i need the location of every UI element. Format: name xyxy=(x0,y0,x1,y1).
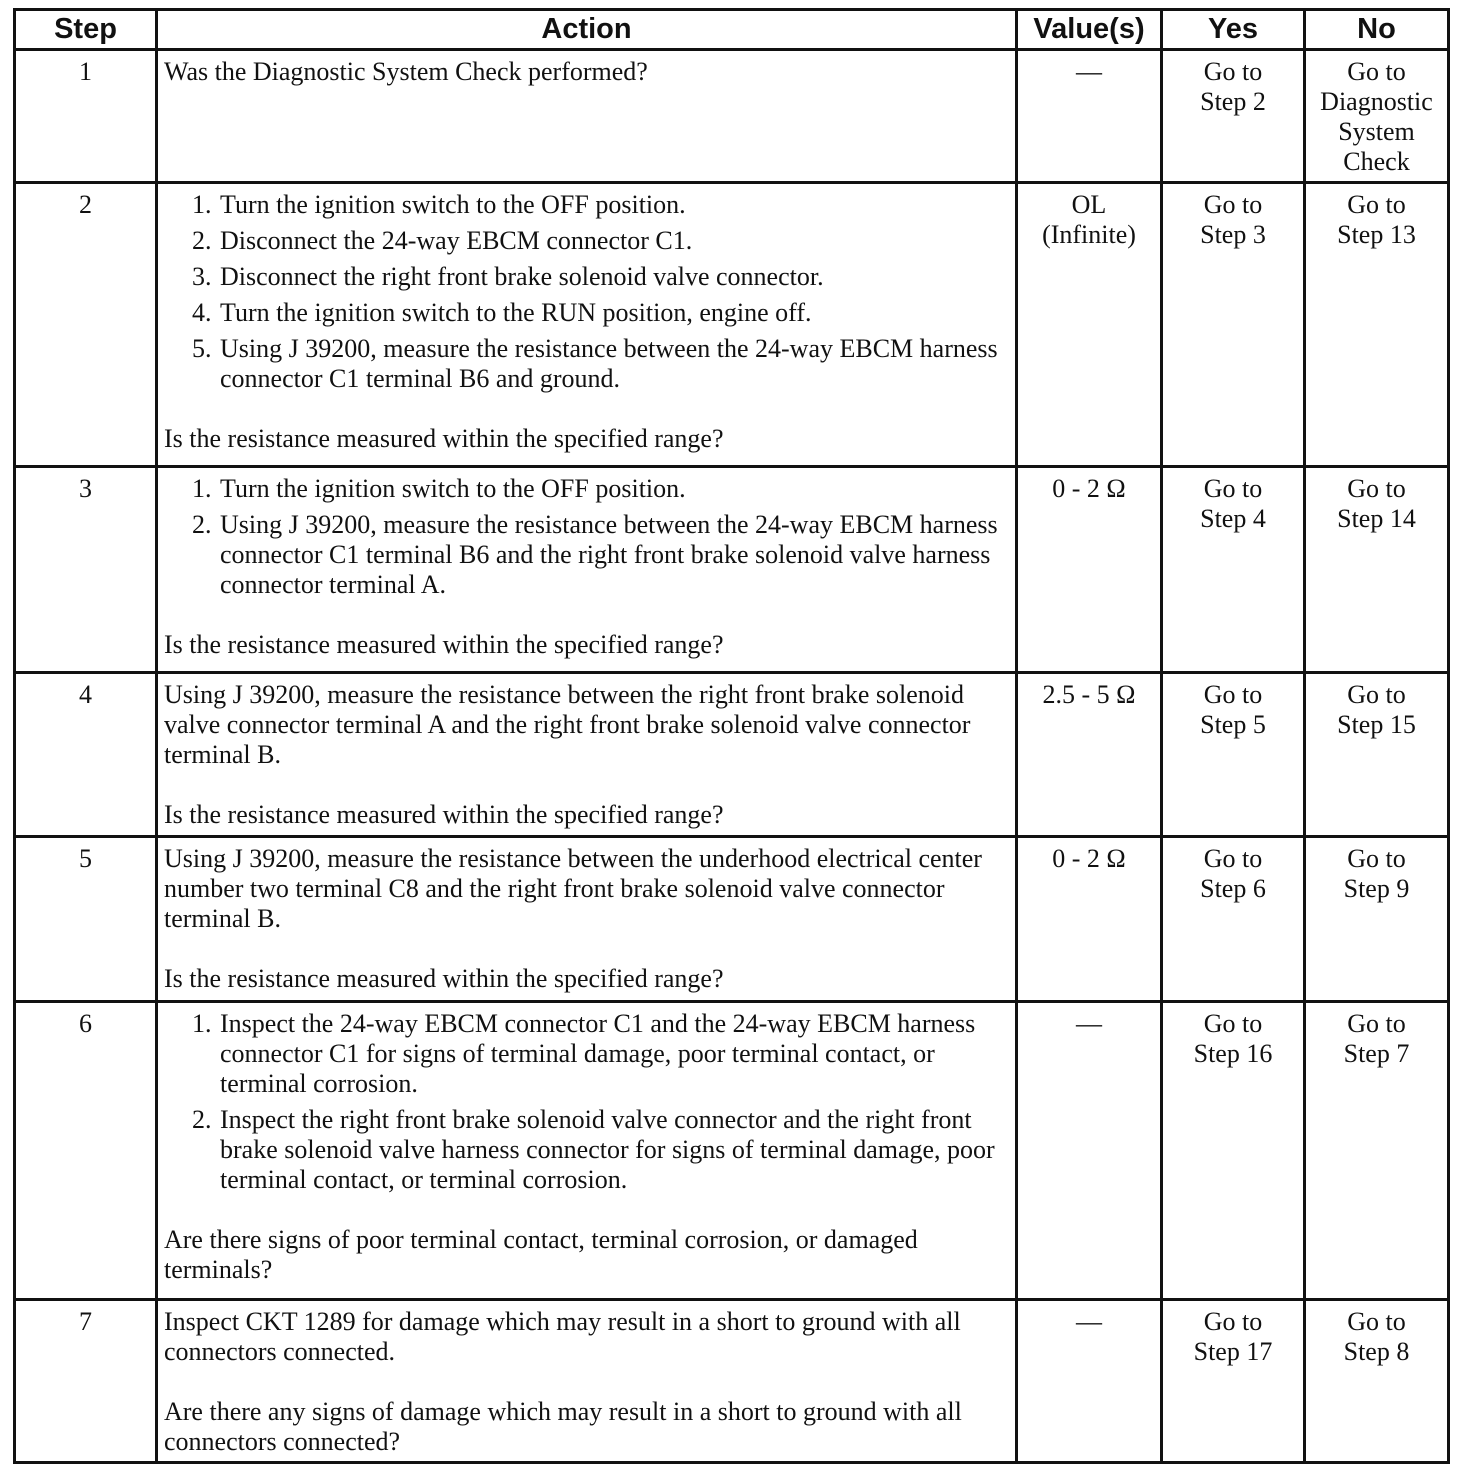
yes-cell: Go to Step 6 xyxy=(1162,837,1305,1002)
action-cell xyxy=(157,837,1017,1002)
table-row xyxy=(15,673,1449,837)
action-item: Turn the ignition switch to the OFF position. xyxy=(220,190,686,219)
header-action: Action xyxy=(157,10,1017,50)
no-cell: Go to Step 9 xyxy=(1305,837,1449,1002)
action-steps xyxy=(164,1009,1005,1195)
no-cell: Go to Diagnostic System Check xyxy=(1305,50,1449,183)
step-number: 3 xyxy=(15,467,157,673)
value-cell: — xyxy=(1017,1002,1162,1300)
yes-cell: Go to Step 4 xyxy=(1162,467,1305,673)
action-item: Using J 39200, measure the resistance between the 24-way EBCM harness connector C1 terminal B6 and ground. xyxy=(220,334,998,393)
value-cell: — xyxy=(1017,1300,1162,1463)
action-steps xyxy=(164,190,1005,394)
value-cell: 0 - 2 Ω xyxy=(1017,837,1162,1002)
action-question: Is the resistance measured within the specified range? xyxy=(164,964,724,993)
action-question: Is the resistance measured within the specified range? xyxy=(164,630,724,659)
action-cell xyxy=(157,467,1017,673)
step-number: 4 xyxy=(15,673,157,837)
action-item: Turn the ignition switch to the OFF position. xyxy=(220,474,686,503)
action-cell xyxy=(157,673,1017,837)
header-no: No xyxy=(1305,10,1449,50)
header-row xyxy=(15,10,1449,50)
yes-cell: Go to Step 5 xyxy=(1162,673,1305,837)
value-cell: 0 - 2 Ω xyxy=(1017,467,1162,673)
action-question: Is the resistance measured within the specified range? xyxy=(164,800,724,829)
action-item: Disconnect the right front brake solenoid valve connector. xyxy=(220,262,824,291)
header-yes: Yes xyxy=(1162,10,1305,50)
header-values: Value(s) xyxy=(1017,10,1162,50)
action-steps xyxy=(164,474,1005,600)
yes-cell: Go to Step 3 xyxy=(1162,183,1305,467)
table-row xyxy=(15,183,1449,467)
table-row xyxy=(15,50,1449,183)
no-cell: Go to Step 8 xyxy=(1305,1300,1449,1463)
no-cell: Go to Step 15 xyxy=(1305,673,1449,837)
action-cell xyxy=(157,50,1017,183)
no-cell: Go to Step 14 xyxy=(1305,467,1449,673)
header-step: Step xyxy=(15,10,157,50)
table-row xyxy=(15,837,1449,1002)
action-item: Inspect the 24-way EBCM connector C1 and the 24-way EBCM harness connector C1 for signs of terminal damage, poor terminal contact, or terminal corrosion. xyxy=(220,1009,976,1098)
yes-cell: Go to Step 16 xyxy=(1162,1002,1305,1300)
table-row xyxy=(15,1002,1449,1300)
action-item: Turn the ignition switch to the RUN position, engine off. xyxy=(220,298,812,327)
no-cell: Go to Step 13 xyxy=(1305,183,1449,467)
step-number: 7 xyxy=(15,1300,157,1463)
action-text: Inspect CKT 1289 for damage which may result in a short to ground with all connectors connected. xyxy=(164,1307,961,1366)
action-item: Disconnect the 24-way EBCM connector C1. xyxy=(220,226,693,255)
action-cell xyxy=(157,1002,1017,1300)
action-cell xyxy=(157,183,1017,467)
step-number: 1 xyxy=(15,50,157,183)
action-item: Using J 39200, measure the resistance between the 24-way EBCM harness connector C1 terminal B6 and the right front brake solenoid valve harness connector terminal A. xyxy=(220,510,998,599)
value-cell: OL (Infinite) xyxy=(1017,183,1162,467)
step-number: 6 xyxy=(15,1002,157,1300)
action-item: Inspect the right front brake solenoid valve connector and the right front brake solenoid valve harness connector for signs of terminal damage, poor terminal contact, or terminal corrosion. xyxy=(220,1105,995,1194)
action-text: Using J 39200, measure the resistance between the right front brake solenoid valve connector terminal A and the right front brake solenoid valve connector terminal B. xyxy=(164,680,971,769)
table-row xyxy=(15,467,1449,673)
action-question: Are there signs of poor terminal contact, terminal corrosion, or damaged terminals? xyxy=(164,1225,918,1284)
no-cell: Go to Step 7 xyxy=(1305,1002,1449,1300)
action-question: Are there any signs of damage which may result in a short to ground with all connectors connected? xyxy=(164,1397,962,1456)
action-cell xyxy=(157,1300,1017,1463)
step-number: 5 xyxy=(15,837,157,1002)
action-text: Using J 39200, measure the resistance between the underhood electrical center number two terminal C8 and the right front brake solenoid valve connector terminal B. xyxy=(164,844,982,933)
step-number: 2 xyxy=(15,183,157,467)
value-cell: 2.5 - 5 Ω xyxy=(1017,673,1162,837)
action-text: Was the Diagnostic System Check performed? xyxy=(164,57,648,86)
yes-cell: Go to Step 17 xyxy=(1162,1300,1305,1463)
action-question: Is the resistance measured within the specified range? xyxy=(164,424,724,453)
diagnostic-table xyxy=(13,8,1450,1464)
table-row xyxy=(15,1300,1449,1463)
value-cell: — xyxy=(1017,50,1162,183)
yes-cell: Go to Step 2 xyxy=(1162,50,1305,183)
